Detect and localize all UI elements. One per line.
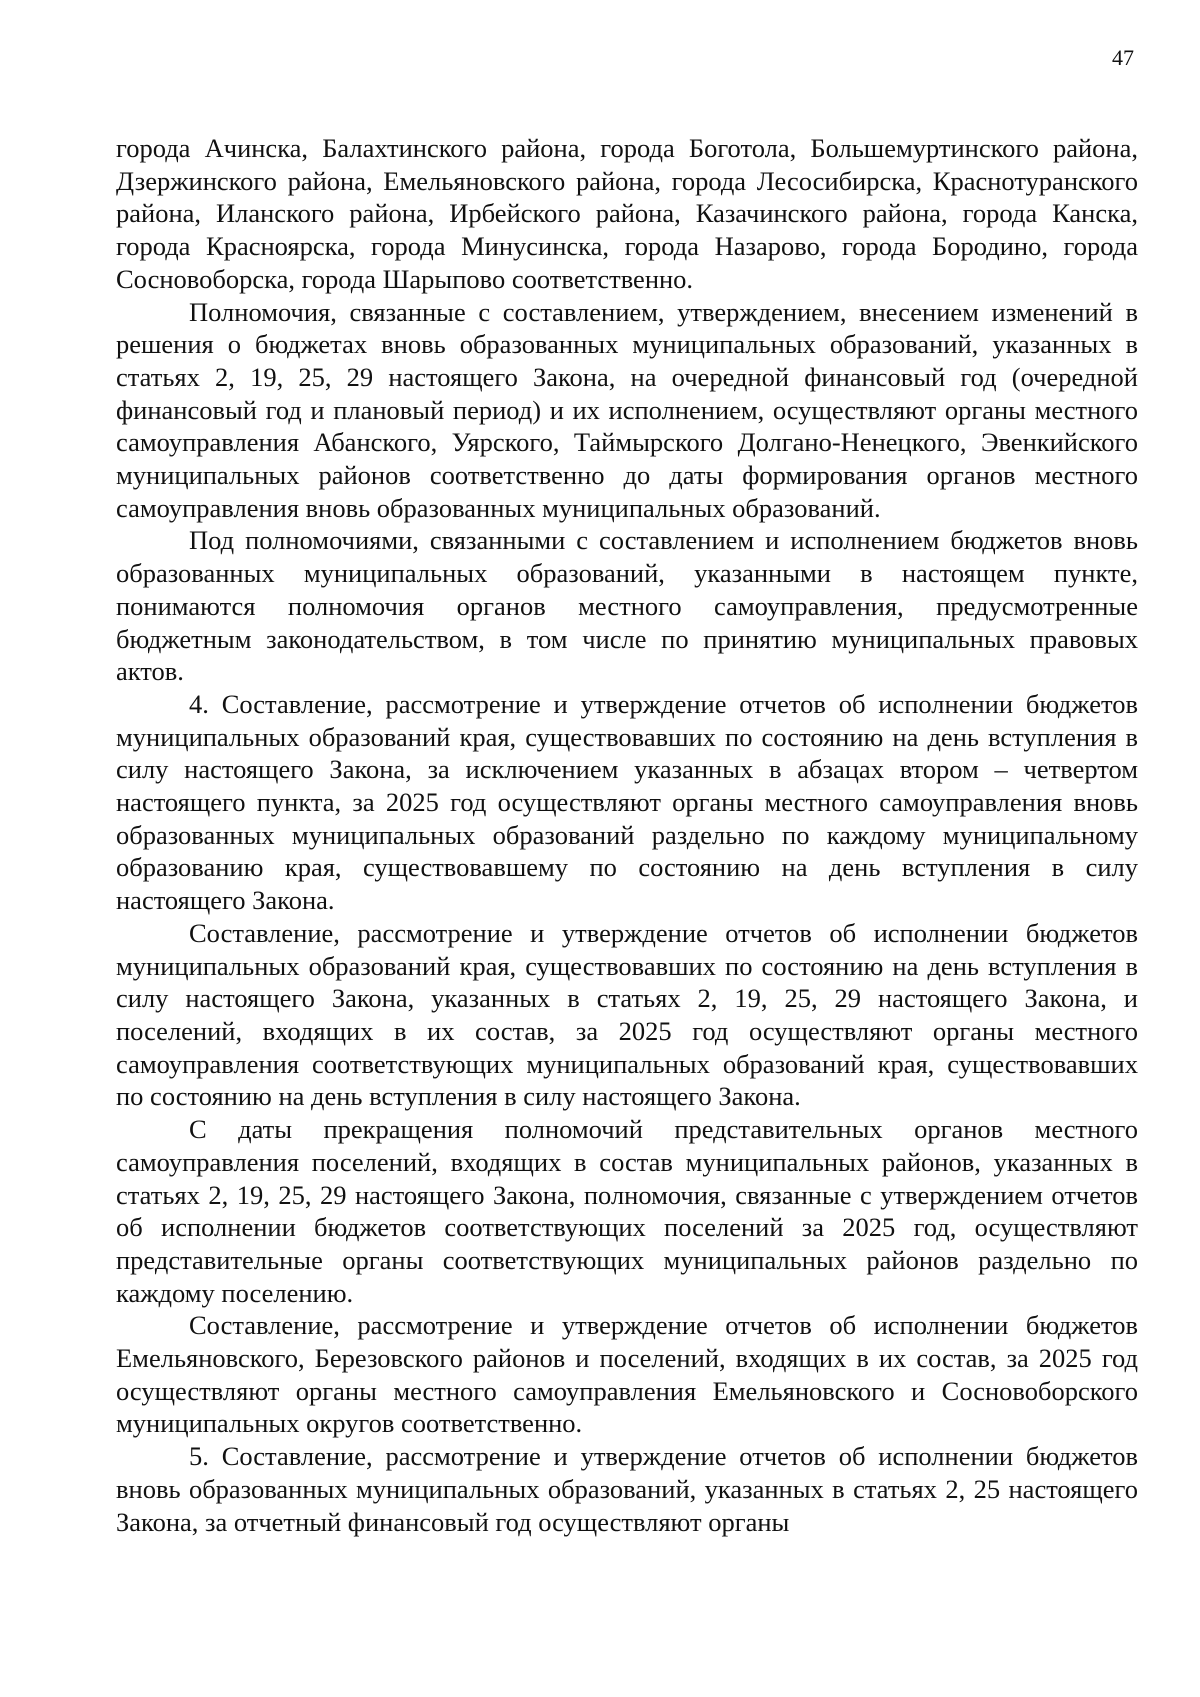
paragraph-reports-articles: Составление, рассмотрение и утверждение отчетов об исполнении бюджетов муниципальных образований края, существовавших по состоянию на день вступления в силу настоящего Закона, указанных в статьях 2, 19, 25, 29 настоящего Закона, и поселений, входящих в их состав, за 2025 год осуществляют органы местного самоуправления соответствующих муниципальных образований края, существовавших по состоянию на день вступления в силу настоящего Закона. — [116, 917, 1138, 1112]
paragraph-item-5: 5. Составление, рассмотрение и утверждение отчетов об исполнении бюджетов вновь образованных муниципальных образований, указанных в статьях 2, 25 настоящего Закона, за отчетный финансовый год осуществляют органы — [116, 1441, 1138, 1537]
paragraph-powers-budgets: Полномочия, связанные с составлением, утверждением, внесением изменений в решения о бюджетах вновь образованных муниципальных образований, указанных в статьях 2, 19, 25, 29 настоящего Закона, на очередной финансовый год (очередной финансовый год и плановый период) и их исполнением, осуществляют органы местного самоуправления Абанского, Уярского, Таймырского Долгано-Ненецкого, Эвенкийского муниципальных районов соответственно до даты формирования органов местного самоуправления вновь образованных муниципальных образований. — [116, 296, 1138, 523]
paragraph-item-4: 4. Составление, рассмотрение и утверждение отчетов об исполнении бюджетов муниципальных образований края, существовавших по состоянию на день вступления в силу настоящего Закона, за исключением указанных в абзацах втором – четвертом настоящего пункта, за 2025 год осуществляют органы местного самоуправления вновь образованных муниципальных образований раздельно по каждому муниципальному образованию края, существовавшему по состоянию на день вступления в силу настоящего Закона. — [116, 688, 1138, 916]
page-number: 47 — [1112, 45, 1134, 70]
paragraph-continuation: города Ачинска, Балахтинского района, города Боготола, Большемуртинского района, Дзержинского района, Емельяновского района, города Лесосибирска, Краснотуранского района, Иланского района, Ирбейского района, Казачинского района, города Канска, города Красноярска, города Минусинска, города Назарово, города Бородино, города Сосновоборска, города Шарыпово соответственно. — [116, 133, 1138, 294]
paragraph-emelyanovsky-berezovsky: Составление, рассмотрение и утверждение отчетов об исполнении бюджетов Емельяновского, Березовского районов и поселений, входящих в их состав, за 2025 год осуществляют органы местного самоуправления Емельяновского и Сосновоборского муниципальных округов соответственно. — [116, 1310, 1138, 1439]
paragraph-powers-definition: Под полномочиями, связанными с составлением и исполнением бюджетов вновь образованных муниципальных образований, указанными в настоящем пункте, понимаются полномочия органов местного самоуправления, предусмотренные бюджетным законодательством, в том числе по принятию муниципальных правовых актов. — [116, 525, 1138, 687]
document-body — [116, 132, 1138, 1538]
paragraph-representative-bodies: С даты прекращения полномочий представительных органов местного самоуправления поселений, входящих в состав муниципальных районов, указанных в статьях 2, 19, 25, 29 настоящего Закона, полномочия, связанные с утверждением отчетов об исполнении бюджетов соответствующих поселений за 2025 год, осуществляют представительные органы соответствующих муниципальных районов раздельно по каждому поселению. — [116, 1114, 1138, 1308]
